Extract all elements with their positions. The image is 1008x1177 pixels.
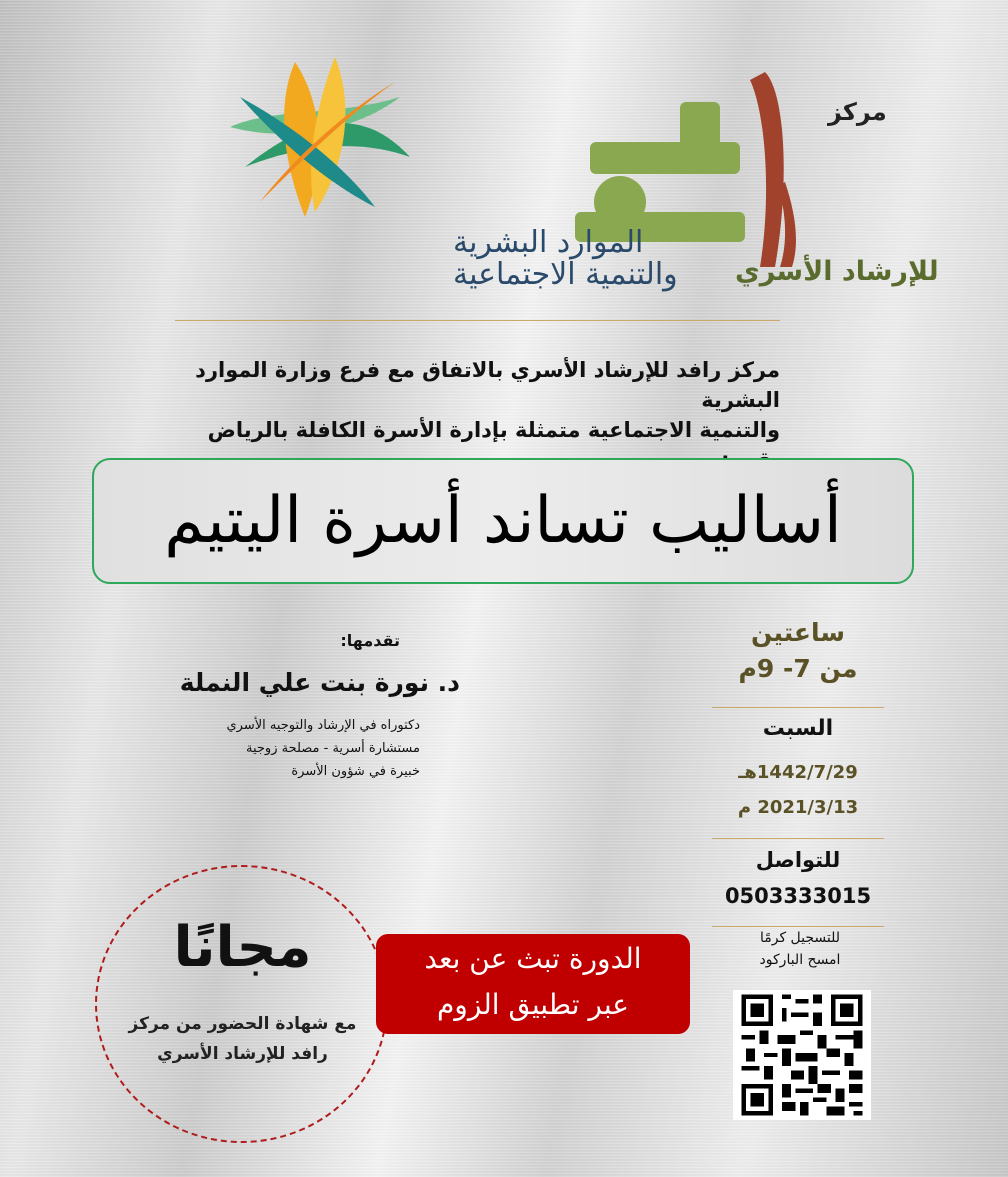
duration: ساعتين [751,618,845,647]
intro-text [160,355,780,475]
register-line1: للتسجيل كرمًا [759,930,841,946]
presenter-name: د. نورة بنت علي النملة [179,668,460,697]
gregorian-date: 2021/3/13 م [737,797,859,818]
credential: مستشارة أسرية - مصلحة زوجية [245,741,420,756]
rafed-logo-top: مركز [828,98,887,126]
time: من 7- 9م [738,654,858,683]
intro-line2: والتنمية الاجتماعية متمثلة بإدارة الأسرة الكافلة بالرياض [207,418,780,442]
top-divider [175,320,780,321]
rafed-logo-bottom: للإرشاد الأسري [735,256,939,287]
qr-code-icon[interactable] [733,990,871,1120]
ministry-logo [170,62,678,292]
info-divider [712,707,884,708]
free-label: مجانًا [173,915,312,980]
presented-by-label: تقدمها: [340,631,400,650]
zoom-line2: عبر تطبيق الزوم [436,988,630,1021]
info-divider [712,926,884,927]
contact-label: للتواصل [755,848,841,872]
day: السبت [762,716,834,741]
course-title: أساليب تساند أسرة اليتيم [164,484,842,558]
phone-number[interactable]: 0503333015 [724,884,872,908]
hijri-date: 1442/7/29هـ [738,762,858,783]
credential: خبيرة في شؤون الأسرة [291,764,420,779]
ministry-line1: الموارد البشرية [453,225,644,260]
free-badge [95,865,388,1143]
certificate-line1: مع شهادة الحضور من مركز [128,1014,357,1034]
intro-line1: مركز رافد للإرشاد الأسري بالاتفاق مع فرع وزارة الموارد البشرية [195,358,780,412]
certificate-line2: رافد للإرشاد الأسري [157,1044,328,1064]
title-box [92,458,914,584]
ministry-line2: والتنمية الاجتماعية [453,257,678,292]
info-divider [712,838,884,839]
register-line2: امسح الباركود [759,952,841,968]
star-flower-icon [230,57,410,217]
zoom-line1: الدورة تبث عن بعد [424,942,642,975]
credential: دكتوراه في الإرشاد والتوجيه الأسري [226,718,420,733]
